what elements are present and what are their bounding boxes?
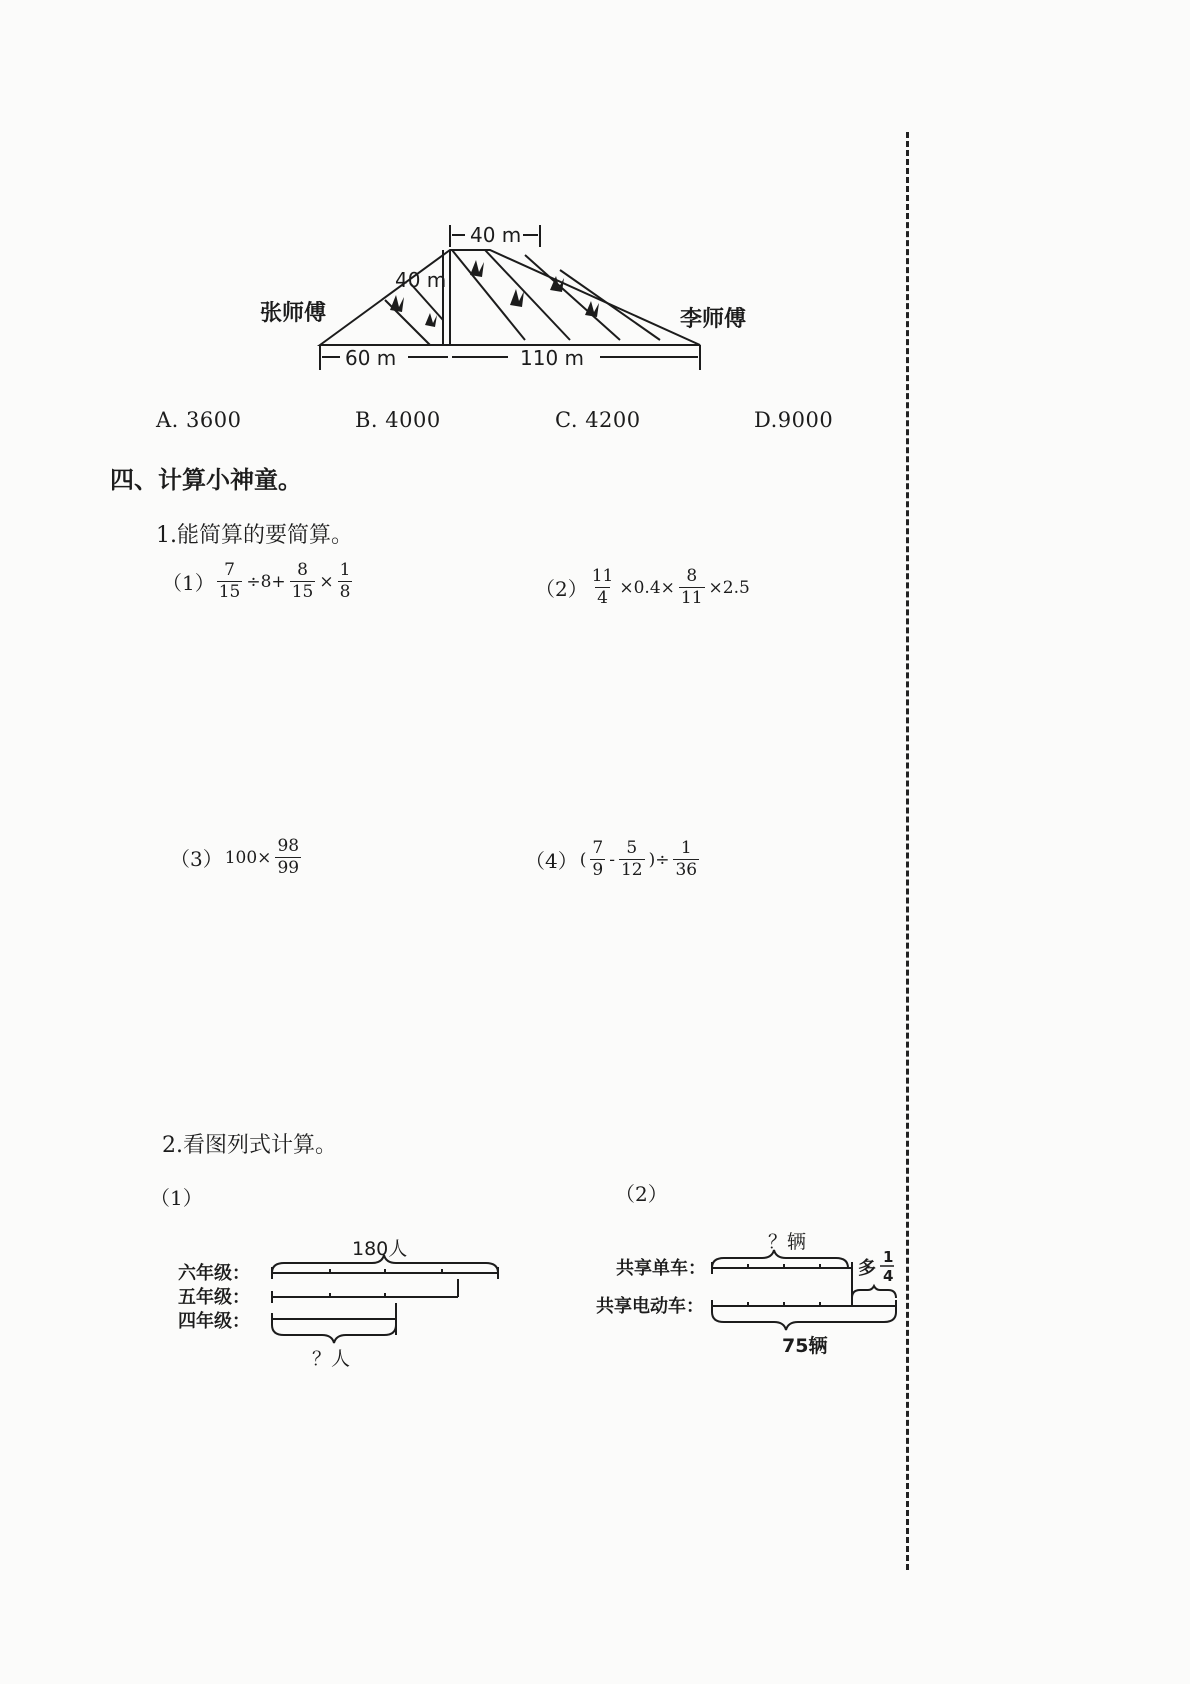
diagram-2-number: （2） bbox=[615, 1182, 668, 1206]
right-base-label: 110 m bbox=[520, 346, 585, 370]
trapezoid-outline bbox=[320, 250, 700, 345]
left-worker-name: 张师傅 bbox=[260, 300, 327, 326]
choice-c: C. 4200 bbox=[555, 408, 641, 432]
section-title: 四、计算小神童。 bbox=[110, 465, 302, 494]
row-bike-label: 共享单车： bbox=[616, 1258, 706, 1279]
left-base-label: 60 m bbox=[345, 346, 397, 370]
choice-a: A. 3600 bbox=[156, 408, 242, 432]
right-worker-name: 李师傅 bbox=[680, 306, 747, 332]
row-six-grade-label: 六年级： bbox=[178, 1263, 250, 1284]
choice-b: B. 4000 bbox=[355, 408, 441, 432]
part1-title: 1.能简算的要简算。 bbox=[156, 523, 353, 548]
grade-segment-diagram bbox=[170, 1235, 510, 1375]
row-five-grade-label: 五年级： bbox=[178, 1287, 250, 1308]
more-fraction-numerator: 1 bbox=[883, 1248, 894, 1266]
ebike-total: 75辆 bbox=[782, 1335, 828, 1357]
problem-3: （3） 100× $\frac{98}{99}$ bbox=[170, 836, 300, 878]
six-grade-total: 180人 bbox=[352, 1238, 408, 1260]
bike-unknown: ？辆 bbox=[768, 1231, 807, 1253]
more-label: 多 bbox=[858, 1258, 876, 1279]
choice-d: D.9000 bbox=[754, 408, 834, 432]
row-ebike-label: 共享电动车： bbox=[596, 1296, 704, 1317]
height-label: 40 m bbox=[395, 268, 447, 292]
row-four-grade-label: 四年级： bbox=[178, 1311, 250, 1332]
trapezoid-field-figure bbox=[240, 215, 720, 375]
shared-vehicle-diagram bbox=[590, 1230, 910, 1370]
problem-1: （1） $\frac{7}{15}$ ÷8+ $\frac{8}{15}$ × $\frac{1}{8}$ bbox=[162, 560, 351, 602]
problem-2: （2） $\frac{11}{4}$ ×0.4× $\frac{8}{11}$ ×2.5 bbox=[535, 566, 750, 608]
four-grade-unknown: ？人 bbox=[312, 1348, 351, 1370]
problem-4: （4） ( $\frac{7}{9}$ - $\frac{5}{12}$ )÷ $\frac{1}{36}$ bbox=[525, 838, 698, 880]
more-fraction-denominator: 4 bbox=[883, 1267, 894, 1285]
diagram-1-number: （1） bbox=[150, 1186, 203, 1210]
top-width-label: 40 m bbox=[470, 223, 522, 247]
part2-title: 2.看图列式计算。 bbox=[162, 1133, 337, 1158]
